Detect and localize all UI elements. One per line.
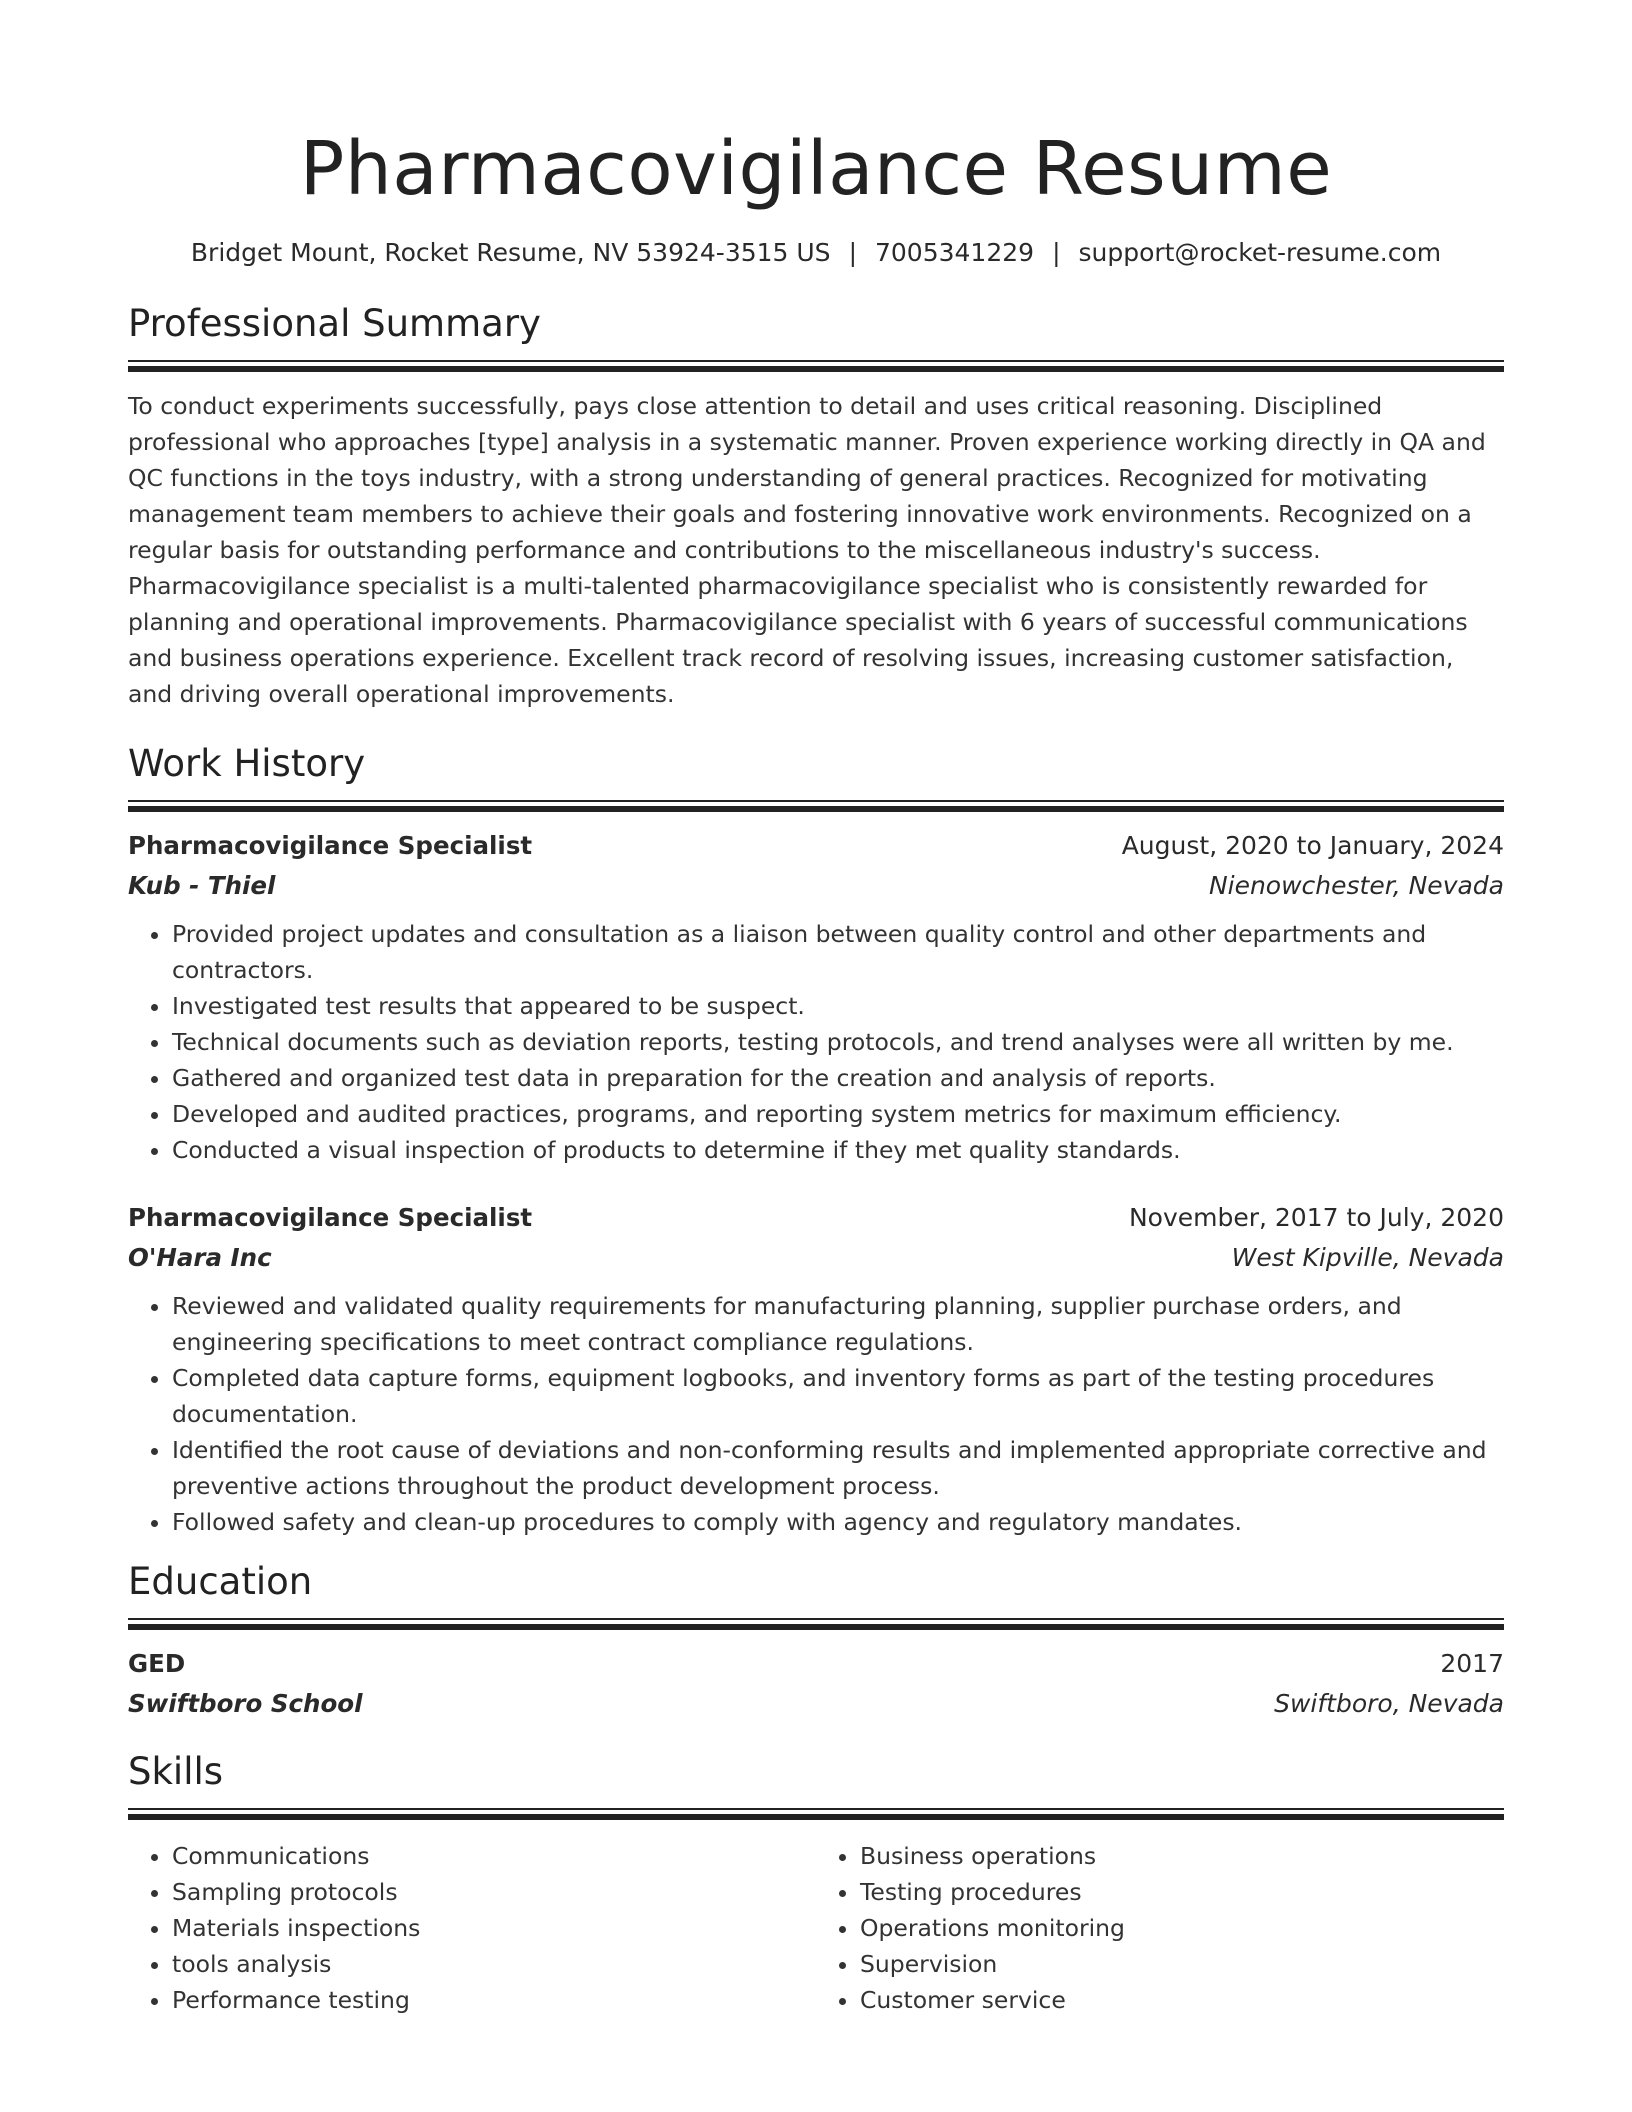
job-dates: August, 2020 to January, 2024 [1121, 831, 1504, 860]
education-subheader [128, 1684, 1504, 1724]
contact-separator: | [1052, 238, 1061, 267]
education-school: Swiftboro School [128, 1689, 363, 1718]
job-header [128, 1198, 1504, 1238]
section-divider [128, 1618, 1504, 1630]
list-item: • Reviewed and validated quality requirements for manufacturing planning, supplier purchase orders, and engineering specifications to meet contract compliance regulations. [172, 1288, 1504, 1360]
list-item: • Testing procedures [860, 1874, 1504, 1910]
list-item: • Identified the root cause of deviations and non-conforming results and implemented appropriate corrective and preventive actions throughout the product development process. [172, 1432, 1504, 1504]
list-item: • Gathered and organized test data in preparation for the creation and analysis of reports. [172, 1060, 1504, 1096]
education-entry [128, 1644, 1504, 1724]
summary-text: To conduct experiments successfully, pays close attention to detail and uses critical reasoning. Disciplined professional who approaches [type] analysis in a systematic manner. Proven experience working directly in QA and QC functions in the toys industry, with a strong understanding of general practices. Recognized for motivating management team members to achieve their goals and fostering innovative work environments. Recognized on a regular basis for outstanding performance and contributions to the miscellaneous industry's success. Pharmacovigilance specialist is a multi-talented pharmacovigilance specialist who is consistently rewarded for planning and operational improvements. Pharmacovigilance specialist with 6 years of successful communications and business operations experience. Excellent track record of resolving issues, increasing customer satisfaction, and driving overall operational improvements. [128, 392, 1486, 708]
contact-line [128, 238, 1504, 268]
skills-columns [128, 1838, 1504, 2018]
list-item: • Business operations [860, 1838, 1504, 1874]
list-item: • Supervision [860, 1946, 1504, 1982]
education-header [128, 1644, 1504, 1684]
job-entry [128, 1198, 1504, 1540]
section-divider [128, 1808, 1504, 1820]
job-bullets [128, 916, 1504, 1168]
list-item: • Completed data capture forms, equipment logbooks, and inventory forms as part of the testing procedures documentation. [172, 1360, 1504, 1432]
job-subheader [128, 866, 1504, 906]
contact-email[interactable]: support@rocket-resume.com [1078, 238, 1442, 267]
list-item: • Materials inspections [172, 1910, 816, 1946]
list-item: • Sampling protocols [172, 1874, 816, 1910]
list-item: • Followed safety and clean-up procedures to comply with agency and regulatory mandates. [172, 1504, 1504, 1540]
list-item: • Operations monitoring [860, 1910, 1504, 1946]
list-item: • Performance testing [172, 1982, 816, 2018]
job-entry [128, 826, 1504, 1168]
section-divider [128, 800, 1504, 812]
summary-section [128, 302, 1504, 712]
list-item: • Developed and audited practices, programs, and reporting system metrics for maximum efficiency. [172, 1096, 1504, 1132]
job-company: O'Hara Inc [128, 1243, 272, 1272]
list-item: • Communications [172, 1838, 816, 1874]
job-dates: November, 2017 to July, 2020 [1128, 1203, 1504, 1232]
resume-title: Pharmacovigilance Resume [299, 126, 1333, 212]
section-divider [128, 360, 1504, 372]
summary-heading: Professional Summary [128, 302, 541, 345]
job-location: Nienowchester, Nevada [1208, 871, 1504, 900]
education-degree: GED [128, 1649, 186, 1678]
job-header [128, 826, 1504, 866]
education-heading: Education [128, 1560, 313, 1603]
job-title: Pharmacovigilance Specialist [128, 831, 533, 860]
contact-address: Bridget Mount, Rocket Resume, NV 53924-3515 US [190, 238, 831, 267]
list-item: • Technical documents such as deviation reports, testing protocols, and trend analyses were all written by me. [172, 1024, 1504, 1060]
education-section [128, 1560, 1504, 1724]
list-item: • Provided project updates and consultation as a liaison between quality control and other departments and contractors. [172, 916, 1504, 988]
list-item: • Customer service [860, 1982, 1504, 2018]
skills-list-left [128, 1838, 816, 2018]
job-subheader [128, 1238, 1504, 1278]
job-location: West Kipville, Nevada [1231, 1243, 1504, 1272]
job-title: Pharmacovigilance Specialist [128, 1203, 533, 1232]
skills-list-right [816, 1838, 1504, 2018]
skills-section [128, 1750, 1504, 2018]
job-bullets [128, 1288, 1504, 1540]
education-location: Swiftboro, Nevada [1274, 1689, 1504, 1718]
education-year: 2017 [1440, 1649, 1504, 1678]
work-history-section [128, 742, 1504, 1540]
contact-phone: 7005341229 [875, 238, 1035, 267]
contact-separator: | [848, 238, 857, 267]
job-company: Kub - Thiel [128, 871, 276, 900]
list-item: • Investigated test results that appeared to be suspect. [172, 988, 1504, 1024]
work-history-heading: Work History [128, 742, 366, 785]
list-item: • tools analysis [172, 1946, 816, 1982]
list-item: • Conducted a visual inspection of products to determine if they met quality standards. [172, 1132, 1504, 1168]
skills-heading: Skills [128, 1750, 224, 1793]
